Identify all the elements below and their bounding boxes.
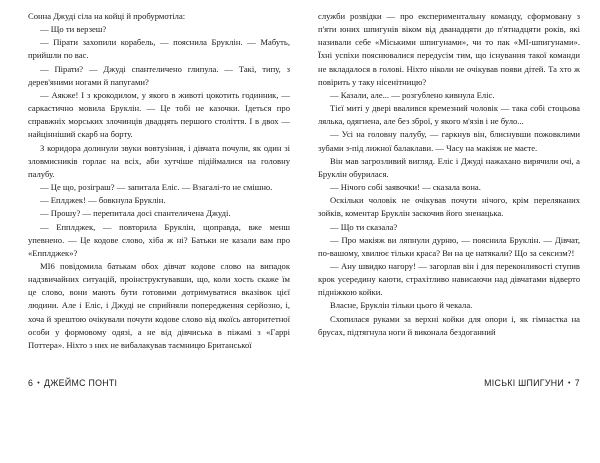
right-page-body	[318, 10, 580, 339]
paragraph: — Це що, розіграш? — запитала Еліс. — Взагалі-то не смішно.	[40, 182, 273, 193]
left-page	[28, 10, 290, 455]
paragraph: Сонна Джуді сіла на койці й пробурмотіла:	[28, 11, 186, 21]
page-number: 7	[574, 378, 580, 388]
paragraph: — Пірати? — Джуді спантеличено глипула. — Такі, типу, з дерев'яними ногами й папугами?	[28, 63, 290, 87]
paragraph: — Аякже! І з крокодилом, у якого в животі цокотить годинник, — саркастично мовила Бруклін. — Це тобі не казочки. Ідеться про справжніх морських злочинців двадцять першого століття. І в двох — найцінніший скарб на борту.	[28, 89, 290, 140]
paragraph: — Що ти верзеш?	[40, 24, 107, 35]
paragraph: — Епплджек, — повторила Бруклін, щоправда, вже менш упевнено. — Це кодове слово, хіба ж ні? Батьки не казали вам про «Епплджек»?	[28, 221, 290, 258]
paragraph: Власне, Бруклін тільки цього й чекала.	[330, 300, 473, 311]
running-head-author: ДЖЕЙМС ПОНТІ	[43, 378, 118, 388]
left-page-body	[28, 10, 290, 352]
paragraph: — Еплджек! — бовкнула Бруклін.	[40, 195, 166, 206]
paragraph: З коридора долинули звуки вовтузіння, і дівчата почули, як один зі зловмисників горлає на всіх, аби хутчіше підіймалися на головну палубу.	[28, 142, 290, 179]
paragraph: Оскільки чоловік не очікував почути нічого, крім переляканих зойків, коментар Бруклін заскочив його зненацька.	[318, 195, 580, 219]
paragraph: Схопилася руками за верхні койки для опори і, як гімнастка на брусах, підтягнула ноги й виконала бездоганний	[318, 313, 580, 337]
running-head-title: МІСЬКІ ШПИГУНИ	[484, 378, 565, 388]
paragraph: — Прошу? — перепитала досі спантеличена Джуді.	[40, 208, 231, 219]
footer-separator: •	[568, 380, 571, 387]
footer-separator: •	[37, 380, 40, 387]
paragraph: — Усі на головну палубу, — гаркнув він, блиснувши пожовклими зубами з-під лижної балаклави. — Часу на макіяж не маєте.	[318, 129, 580, 153]
paragraph: служби розвідки — про експериментальну команду, сформовану з п'яти юних шпигунів віком від дванадцяти до п'ятнадцяти років, які називали себе «Міськими шпигунами», чи то пак «МІ-шпигунами». Їхні успіхи пояснювалися передусім тим, що існування такої команди не вкладалося в голові. Ніхто ніколи не очікував появи дітей. Та хто ж повірить у таку нісенітницю?	[318, 11, 580, 87]
paragraph: Він мав загрозливий вигляд. Еліс і Джуді нажахано вирячили очі, а Бруклін обурилася.	[318, 155, 580, 179]
paragraph: — Про макіяж ви ляпнули дурню, — пояснила Бруклін. — Дівчат, по-вашому, хвилює тільки краса? Ви на це натякали? Що за сексизм?!	[318, 234, 580, 258]
right-page	[318, 10, 580, 455]
right-page-footer	[318, 377, 580, 390]
page-number: 6	[28, 378, 34, 388]
paragraph: Тієї миті у двері ввалився кремезний чоловік — така собі стоцьова лялька, одягнена, але без зброї, у якого м'язів і не було...	[318, 103, 580, 127]
paragraph: — Що ти сказала?	[330, 221, 398, 232]
paragraph: — Пірати захопили корабель, — пояснила Бруклін. — Мабуть, прийшли по вас.	[28, 37, 290, 61]
paragraph: — Казали, але... — розгублено кивнула Еліс.	[330, 89, 495, 100]
left-page-footer	[28, 377, 290, 390]
paragraph: МІ6 повідомила батькам обох дівчат кодове слово на випадок надзвичайних ситуацій, проінструктувавши, що, коли хость скаже їм це слово, вони мають бути готовими дотримуватися вказівок цієї людини. Але і Еліс, і Джуді не сприйняли попередження серйозно, і, хоча й зрештою очікували почути кодове слово від якоїсь авторитетної особи у формовому одязі, а не від дівчиська в піжамі з «Гаррі Поттера». Ніхто з них не вибалакував таємницю Британської	[28, 260, 290, 350]
paragraph: — Ану швидко нагору! — загорлав він і для переконливості ступив крок усередину каюти, страхітливо нависаючи над дівчатами відверто підніжкою койки.	[318, 260, 580, 298]
paragraph: — Нічого собі заявочки! — сказала вона.	[330, 182, 481, 193]
